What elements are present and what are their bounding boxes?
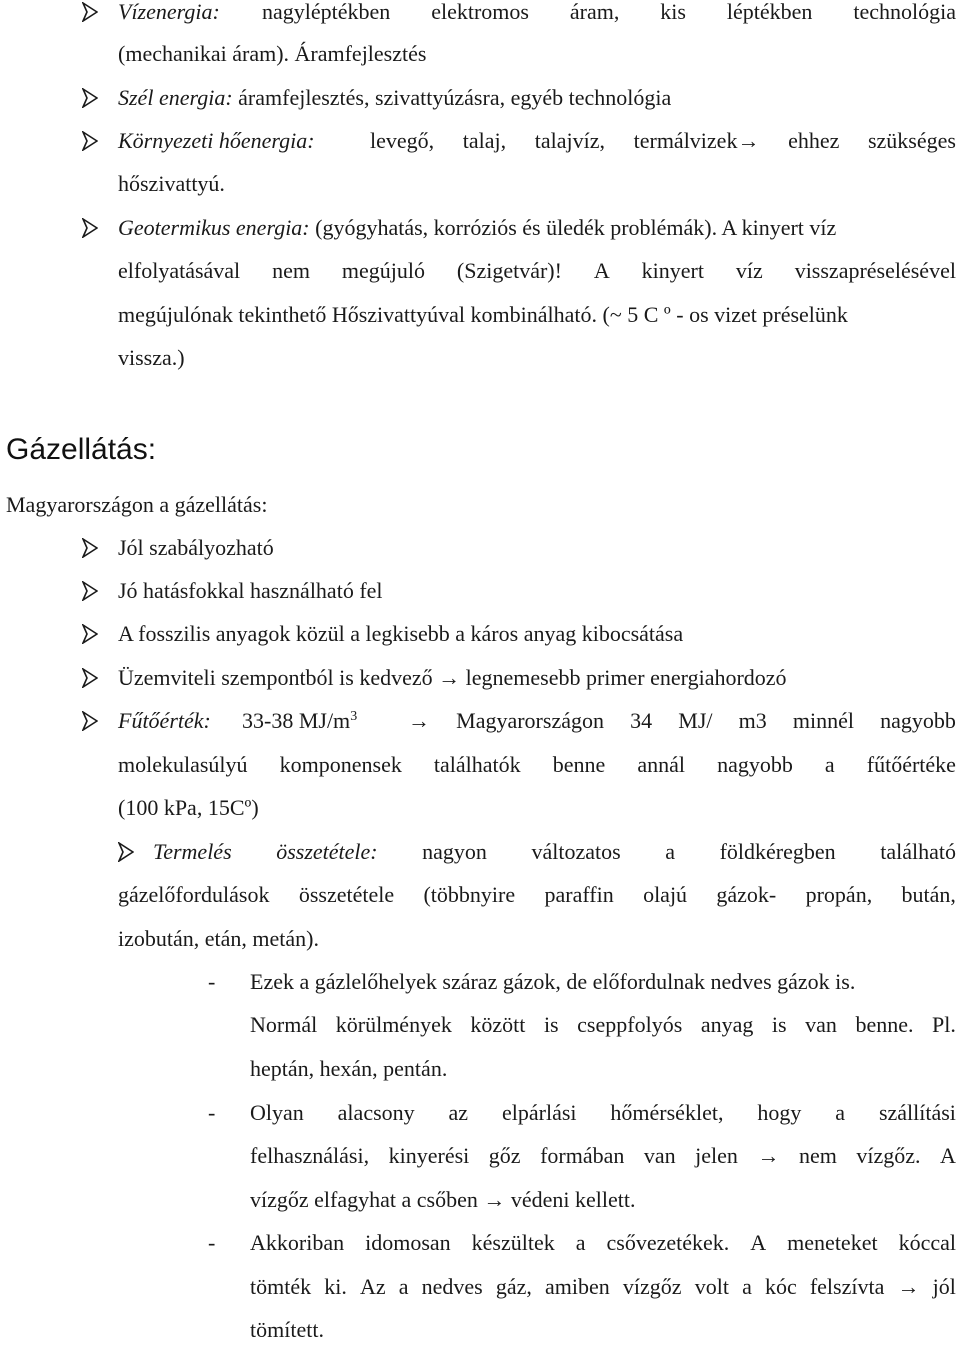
word: Magyarországon xyxy=(456,708,604,733)
item-text xyxy=(250,1221,956,1264)
item-text: Jó hatásfokkal használható fel xyxy=(118,578,383,603)
word: fűtőértéke xyxy=(866,752,956,777)
word: gáz, xyxy=(495,1274,532,1299)
list-item-termeles xyxy=(0,830,960,873)
list-item-vizenergia xyxy=(0,0,960,33)
list-item xyxy=(0,656,960,699)
word: A xyxy=(940,1143,956,1168)
item-text: (100 kPa, 15Cº) xyxy=(118,795,259,820)
word: hogy xyxy=(757,1100,802,1125)
word: paraffin xyxy=(544,882,614,907)
word: vízgőz. xyxy=(856,1143,921,1168)
item-text xyxy=(250,1265,956,1308)
word: tömték xyxy=(250,1274,312,1299)
word: Olyan xyxy=(250,1100,304,1125)
word: összetétele xyxy=(298,882,395,907)
word: Akkoriban xyxy=(250,1230,345,1255)
dash-marker: - xyxy=(208,969,216,994)
item-text: vissza.) xyxy=(118,345,185,370)
word: szükséges xyxy=(867,128,956,153)
word: annál xyxy=(637,752,685,777)
item-text: Ezek a gázlelőhelyek száraz gázok, de előfordulnak nedves gázok is. xyxy=(250,969,856,994)
word: is xyxy=(543,1012,559,1037)
item-body: áramfejlesztés, szivattyúzásra, egyéb technológia xyxy=(238,85,672,110)
word: a xyxy=(665,839,676,864)
word: 34 xyxy=(630,708,653,733)
word: kóc xyxy=(764,1274,797,1299)
word: jól xyxy=(932,1274,956,1299)
word: levegő, xyxy=(370,128,435,153)
item-continuation xyxy=(0,162,960,205)
word: hőmérséklet, xyxy=(610,1100,724,1125)
item-text: heptán, hexán, pentán. xyxy=(250,1056,448,1081)
item-continuation xyxy=(0,293,960,336)
word: találhatók xyxy=(433,752,521,777)
list-item-futoertek xyxy=(0,699,960,742)
dash-item xyxy=(0,1221,960,1264)
word: gázelőfordulások xyxy=(118,882,270,907)
word: található xyxy=(880,839,956,864)
word: volt xyxy=(694,1274,729,1299)
word: a xyxy=(835,1100,846,1125)
item-text: megújulónak tekinthető Hőszivattyúval kombinálható. (~ 5 C º - os vizet préselünk xyxy=(118,302,848,327)
list-item xyxy=(0,526,960,569)
word: MJ/ xyxy=(678,708,713,733)
item-label: Vízenergia: xyxy=(118,0,220,24)
word: van xyxy=(643,1143,676,1168)
item-text: Üzemviteli szempontból is kedvező → legnemesebb primer energiahordozó xyxy=(118,665,787,690)
item-continuation xyxy=(0,249,960,292)
item-label: Termelés xyxy=(153,839,232,864)
item-label: összetétele: xyxy=(276,839,378,864)
word: bután, xyxy=(901,882,956,907)
item-text: Jól szabályozható xyxy=(118,535,274,560)
list-item xyxy=(0,612,960,655)
word: víz xyxy=(735,258,763,283)
word: ki. xyxy=(324,1274,347,1299)
word: talajvíz, xyxy=(534,128,605,153)
item-body: (gyógyhatás, korróziós és üledék problémák). A kinyert víz xyxy=(315,215,837,240)
word: → xyxy=(897,1274,920,1299)
word: kinyerési xyxy=(388,1143,470,1168)
word: kis xyxy=(660,0,686,24)
dash-marker: - xyxy=(208,1230,216,1255)
arrowhead-bullet-icon xyxy=(82,624,98,644)
item-text xyxy=(250,1003,956,1046)
word: nem xyxy=(272,258,310,283)
item-value xyxy=(242,699,357,742)
word: A xyxy=(593,258,610,283)
item-text xyxy=(250,1134,956,1177)
word: földkéregben xyxy=(719,839,836,864)
word: elektromos xyxy=(431,0,529,24)
item-label: Fűtőérték: xyxy=(118,708,211,733)
word: kinyert xyxy=(641,258,704,283)
intro-text: Magyarországon a gázellátás: xyxy=(6,492,268,517)
list-item-geotermikus xyxy=(0,206,960,249)
word: A xyxy=(750,1230,767,1255)
word: gőz xyxy=(488,1143,521,1168)
arrowhead-bullet-icon xyxy=(82,2,98,22)
word: visszapréselésével xyxy=(794,258,956,283)
word: anyag xyxy=(700,1012,754,1037)
word: (többnyire xyxy=(423,882,516,907)
word: Az xyxy=(359,1274,386,1299)
item-label: Szél energia: xyxy=(118,85,233,110)
arrowhead-bullet-icon xyxy=(82,581,98,601)
item-text: izobután, etán, metán). xyxy=(118,926,319,951)
item-text xyxy=(118,249,956,292)
list-item-kornyezeti xyxy=(0,119,960,162)
item-continuation xyxy=(0,336,960,379)
word: alacsony xyxy=(337,1100,415,1125)
word: ehhez xyxy=(788,128,840,153)
word: meneteket xyxy=(787,1230,878,1255)
item-text xyxy=(370,119,956,162)
word: (Szigetvár)! xyxy=(456,258,562,283)
item-label: Környezeti hőenergia: xyxy=(118,128,315,153)
word: az xyxy=(448,1100,469,1125)
item-text xyxy=(118,206,836,249)
item-continuation xyxy=(0,873,960,916)
word: készültek xyxy=(471,1230,555,1255)
dash-item xyxy=(0,960,960,1003)
item-text xyxy=(153,830,956,873)
word: → xyxy=(408,708,430,733)
arrowhead-bullet-icon xyxy=(82,711,98,731)
arrowhead-bullet-icon xyxy=(118,842,134,862)
word: körülmények xyxy=(335,1012,452,1037)
word: nedves xyxy=(421,1274,483,1299)
word: propán, xyxy=(805,882,873,907)
item-text xyxy=(250,1091,956,1134)
word: a xyxy=(398,1274,409,1299)
word: léptékben xyxy=(726,0,813,24)
item-continuation xyxy=(0,1047,960,1090)
item-continuation xyxy=(0,32,960,75)
word: áram, xyxy=(569,0,620,24)
item-text xyxy=(118,76,671,119)
word: jelen xyxy=(695,1143,738,1168)
word: benne. xyxy=(855,1012,914,1037)
arrowhead-bullet-icon xyxy=(82,88,98,108)
word: technológia xyxy=(853,0,956,24)
word: felhasználási, xyxy=(250,1143,370,1168)
word: van xyxy=(805,1012,837,1037)
word: formában xyxy=(540,1143,625,1168)
item-continuation xyxy=(0,1134,960,1177)
word: csővezetékek. xyxy=(606,1230,730,1255)
item-continuation xyxy=(0,743,960,786)
list-item-szel xyxy=(0,76,960,119)
value-text: 33-38 MJ/m xyxy=(242,708,351,733)
superscript: 3 xyxy=(350,709,358,724)
item-text xyxy=(262,0,956,33)
item-continuation xyxy=(0,1178,960,1221)
section-heading: Gázellátás: xyxy=(6,433,157,466)
word: minnél xyxy=(792,708,855,733)
item-continuation xyxy=(0,917,960,960)
item-label: Geotermikus energia: xyxy=(118,215,310,240)
list-item xyxy=(0,569,960,612)
word: nagyon xyxy=(422,839,487,864)
word: molekulasúlyú xyxy=(118,752,248,777)
arrowhead-bullet-icon xyxy=(82,538,98,558)
word: nagyobb xyxy=(880,708,956,733)
word: benne xyxy=(552,752,606,777)
item-text: A fosszilis anyagok közül a legkisebb a káros anyag kibocsátása xyxy=(118,621,684,646)
word: komponensek xyxy=(279,752,402,777)
word: kóccal xyxy=(898,1230,956,1255)
word: olajú xyxy=(643,882,688,907)
word: elpárlási xyxy=(501,1100,577,1125)
word: is xyxy=(771,1012,787,1037)
word: a xyxy=(575,1230,586,1255)
word: elfolyatásával xyxy=(118,258,241,283)
word: amiben xyxy=(545,1274,610,1299)
word: között xyxy=(470,1012,526,1037)
word: a xyxy=(824,752,835,777)
item-text xyxy=(118,743,956,786)
item-text xyxy=(408,699,956,742)
item-continuation xyxy=(0,786,960,829)
item-continuation xyxy=(0,1003,960,1046)
word: nagyobb xyxy=(717,752,793,777)
word: szállítási xyxy=(878,1100,956,1125)
word: nem xyxy=(798,1143,837,1168)
section-intro xyxy=(0,483,960,526)
word: változatos xyxy=(531,839,621,864)
word: termálvizek→ xyxy=(633,128,760,153)
dash-item xyxy=(0,1091,960,1134)
word: idomosan xyxy=(365,1230,451,1255)
word: cseppfolyós xyxy=(577,1012,683,1037)
word: talaj, xyxy=(462,128,507,153)
arrowhead-bullet-icon xyxy=(82,131,98,151)
item-text: vízgőz elfagyhat a csőben → védeni kellett. xyxy=(250,1187,636,1212)
word: m3 xyxy=(738,708,767,733)
arrowhead-bullet-icon xyxy=(82,218,98,238)
dash-marker: - xyxy=(208,1100,216,1125)
word: nagyléptékben xyxy=(262,0,391,24)
item-continuation xyxy=(0,1308,960,1351)
word: gázok- xyxy=(716,882,777,907)
word: megújuló xyxy=(341,258,425,283)
word: felszívta xyxy=(809,1274,885,1299)
item-text: tömített. xyxy=(250,1317,324,1342)
word: vízgőz xyxy=(622,1274,682,1299)
item-text: hőszivattyú. xyxy=(118,171,225,196)
word: Normál xyxy=(250,1012,318,1037)
word: Pl. xyxy=(932,1012,956,1037)
arrowhead-bullet-icon xyxy=(82,668,98,688)
word: → xyxy=(757,1143,780,1168)
item-text: (mechanikai áram). Áramfejlesztés xyxy=(118,41,427,66)
word: a xyxy=(742,1274,752,1299)
item-text xyxy=(118,873,956,916)
item-continuation xyxy=(0,1265,960,1308)
